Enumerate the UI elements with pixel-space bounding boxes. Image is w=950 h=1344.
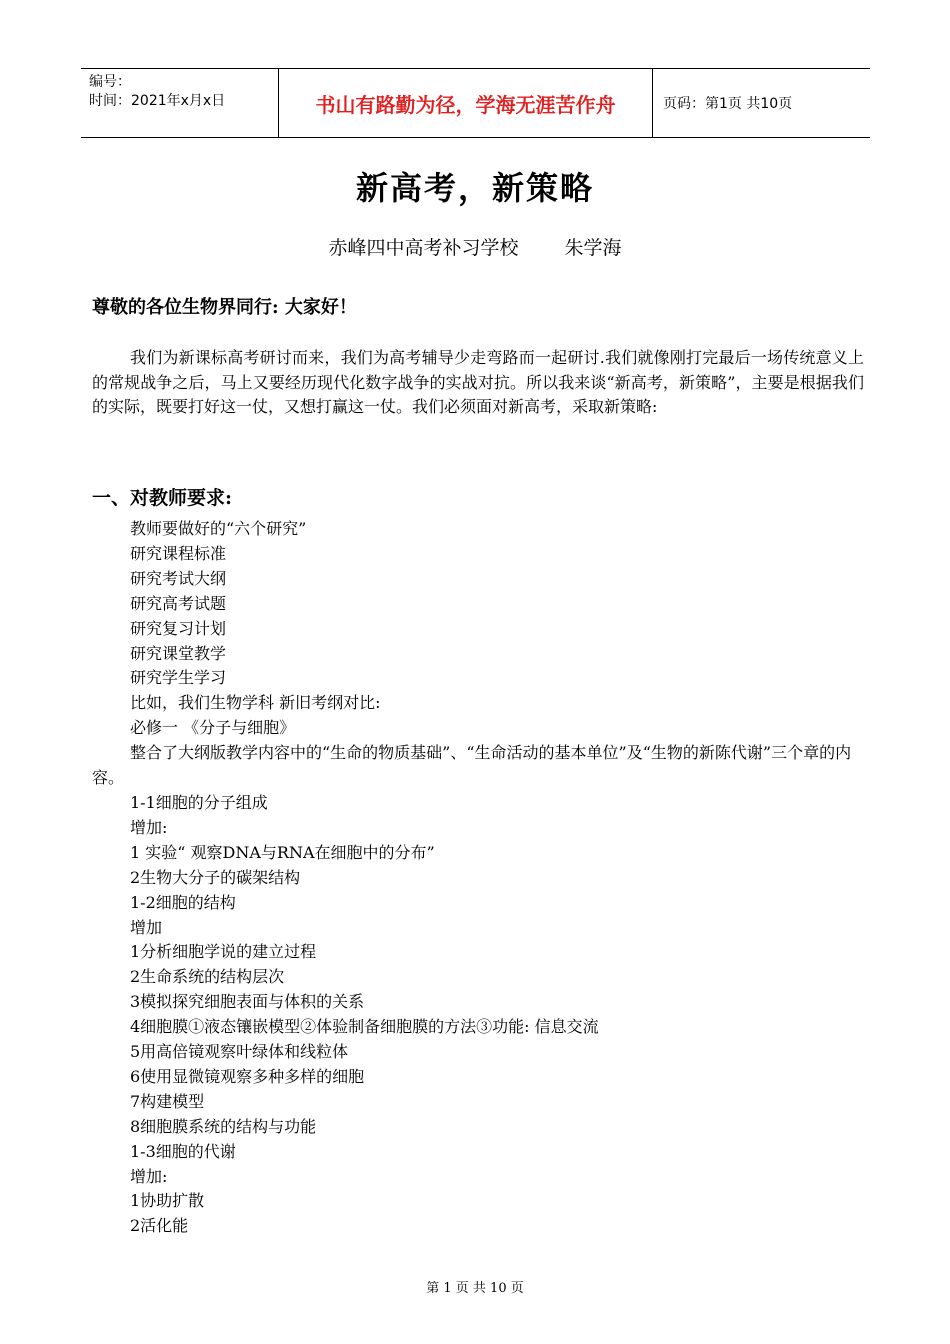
intro-paragraph: 我们为新课标高考研讨而来，我们为高考辅导少走弯路而一起研讨.我们就像刚打完最后一场传统意义上的常规战争之后，马上又要经历现代化数字战争的实战对抗。所以我来谈“新高考，新策略”，主要是根据我们的实际，既要打好这一仗，又想打赢这一仗。我们必须面对新高考，采取新策略:	[92, 348, 864, 416]
content-line: 整合了大纲版教学内容中的“生命的物质基础”、“生命活动的基本单位”及“生物的新陈代谢”三个章的内容。	[92, 743, 852, 788]
header-meta-cell	[81, 69, 278, 137]
content-line: 2生命系统的结构层次	[130, 967, 285, 987]
content-line: 2活化能	[130, 1216, 189, 1236]
content-line: 5用高倍镜观察叶绿体和线粒体	[130, 1042, 349, 1062]
content-line: 4细胞膜①液态镶嵌模型②体验制备细胞膜的方法③功能: 信息交流	[130, 1017, 599, 1037]
greeting: 尊敬的各位生物界同行: 大家好！	[92, 297, 357, 318]
content-line: 3模拟探究细胞表面与体积的关系	[130, 992, 365, 1012]
content-line: 必修一 《分子与细胞》	[130, 718, 296, 738]
code-label: 编号：	[89, 74, 131, 90]
content-line: 研究学生学习	[130, 668, 227, 688]
page-footer: 第 1 页 共 10 页	[426, 1281, 524, 1296]
content-line: 比如，我们生物学科 新旧考纲对比:	[130, 693, 381, 713]
author-line	[0, 233, 950, 260]
content-line: 增加:	[130, 1166, 168, 1186]
content-line: 教师要做好的“六个研究”	[130, 519, 307, 538]
content-lines	[92, 517, 864, 1239]
content-line: 研究高考试题	[130, 593, 227, 613]
content-line: 研究考试大纲	[130, 568, 227, 588]
date-label: 时间：2021年x月x日	[89, 93, 226, 109]
content-line: 1 实验“ 观察DNA与RNA在细胞中的分布”	[130, 842, 435, 862]
content-line: 研究课堂教学	[130, 643, 227, 663]
content-line: 2生物大分子的碳架结构	[130, 867, 301, 887]
content-line: 1-2细胞的结构	[130, 892, 236, 912]
content-line: 1-1细胞的分子组成	[130, 792, 268, 812]
content-line: 1分析细胞学说的建立过程	[130, 942, 317, 962]
page-info: 页码：第1页 共10页	[663, 96, 793, 112]
motto-text: 书山有路勤为径，学海无涯苦作舟	[315, 92, 616, 117]
content-line: 6使用显微镜观察多种多样的细胞	[130, 1066, 365, 1086]
content-line: 研究复习计划	[130, 618, 227, 638]
header-table	[81, 68, 870, 138]
school-name: 赤峰四中高考补习学校	[328, 237, 519, 259]
section-heading: 一、对教师要求:	[92, 487, 233, 509]
doc-title: 新高考，新策略	[355, 169, 594, 207]
content-line: 研究课程标准	[130, 543, 227, 563]
content-line: 增加	[130, 917, 163, 937]
content-line: 增加:	[130, 817, 168, 837]
content-line: 7构建模型	[130, 1091, 205, 1111]
content-line: 1协助扩散	[130, 1191, 205, 1211]
content-line: 1-3细胞的代谢	[130, 1141, 236, 1161]
author-name: 朱学海	[564, 237, 622, 259]
content-line: 8细胞膜系统的结构与功能	[130, 1116, 317, 1136]
header-motto-cell	[278, 69, 653, 137]
header-page-cell	[653, 69, 870, 137]
